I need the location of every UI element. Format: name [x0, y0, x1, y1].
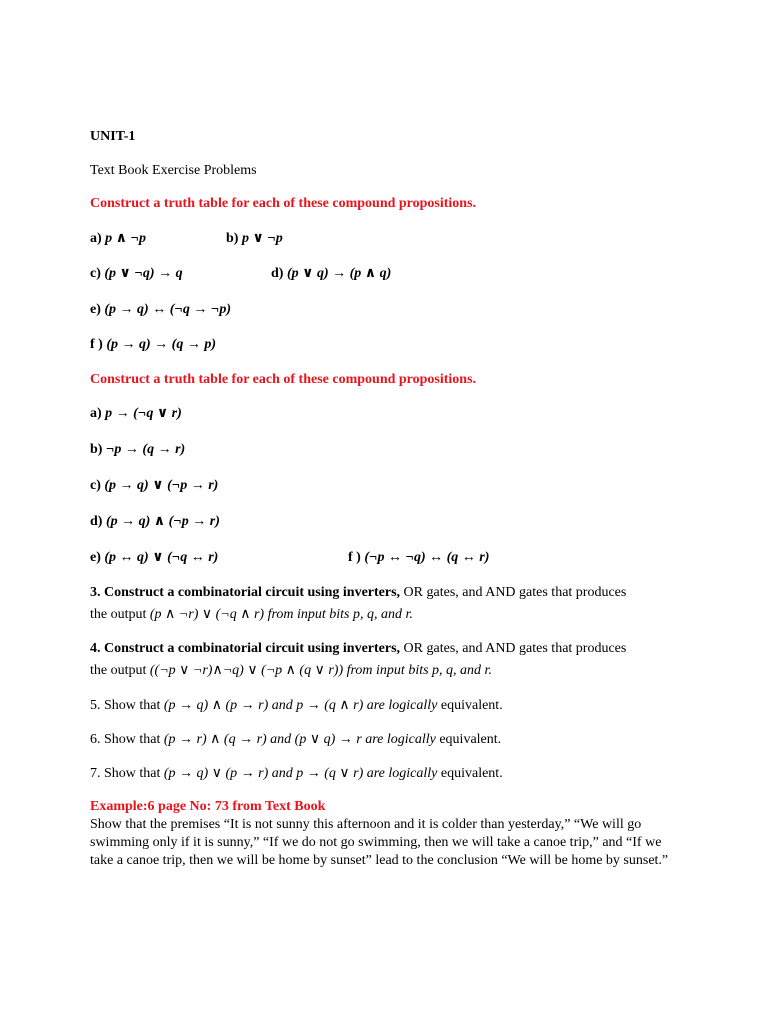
set1-b	[226, 230, 283, 248]
q3-line2	[90, 606, 413, 624]
q3-lead: 3. Construct a combinatorial circuit using inverters,	[90, 585, 401, 600]
q6-pre: 6. Show that	[90, 732, 164, 747]
set2-b-label: b)	[90, 442, 103, 457]
set2-d-label: d)	[90, 514, 103, 529]
heading-2: Construct a truth table for each of these compound propositions.	[90, 372, 477, 387]
q3-line2-pre: the output	[90, 607, 150, 622]
set2-c-label: c)	[90, 478, 101, 493]
set2-c-expr: (p → q) ∨ (¬p → r)	[104, 478, 219, 493]
unit-title: UNIT-1	[90, 129, 136, 144]
set1-b-expr: p ∨ ¬p	[241, 231, 283, 246]
q7-pre: 7. Show that	[90, 766, 164, 781]
set1-c-expr: (p ∨ ¬q) → q	[104, 266, 183, 281]
set1-d	[271, 265, 391, 283]
set1-e-expr: (p → q) ↔ (¬q → ¬p)	[104, 302, 232, 317]
set2-row-a	[90, 405, 182, 423]
set1-d-expr: (p ∨ q) → (p ∧ q)	[286, 266, 392, 281]
set1-c-label: c)	[90, 266, 101, 281]
example-heading: Example:6 page No: 73 from Text Book	[90, 799, 326, 814]
q6-expr: (p → r) ∧ (q → r) and (p ∨ q) → r are logically	[163, 732, 436, 747]
example-text: Show that the premises “It is not sunny this afternoon and it is colder than yesterday,” “We will go swimming only if it is sunny,” “If we do not go swimming, then we will take a canoe trip,” and “If we take a canoe trip, then we will be home by sunset” lead to the conclusion “We will be home by sunset.”	[90, 817, 669, 868]
q7	[90, 765, 503, 783]
set2-d-expr: (p → q) ∧ (¬p → r)	[105, 514, 220, 529]
q3-line2-expr: (p ∧ ¬r) ∨ (¬q ∧ r) from input bits p, q, and r.	[149, 607, 413, 622]
set1-e-label: e)	[90, 302, 101, 317]
q6-post: equivalent.	[435, 732, 502, 747]
set1-row-e	[90, 301, 231, 319]
q4-line1	[90, 640, 626, 658]
set1-b-label: b)	[226, 231, 239, 246]
set1-row-ab	[90, 230, 283, 248]
set1-row-cd	[90, 265, 392, 283]
q7-post: equivalent.	[437, 766, 503, 781]
q5-post: equivalent.	[437, 698, 503, 713]
set2-e-label: e)	[90, 550, 101, 565]
q3-rest: OR gates, and AND gates that produces	[400, 585, 627, 600]
q3-line1	[90, 584, 626, 602]
q5	[90, 697, 503, 715]
set2-f-label: f )	[348, 550, 361, 565]
set2-row-d	[90, 513, 220, 531]
q4-line2-pre: the output	[90, 663, 150, 678]
q4-line2-expr: ((¬p ∨ ¬r)∧¬q) ∨ (¬p ∧ (q ∨ r)) from input bits p, q, and r.	[149, 663, 492, 678]
q6	[90, 731, 501, 749]
set2-f-expr: (¬p ↔ ¬q) ↔ (q ↔ r)	[364, 550, 490, 565]
set2-row-c	[90, 477, 218, 495]
set2-e-expr: (p ↔ q) ∨ (¬q ↔ r)	[104, 550, 219, 565]
set2-a-label: a)	[90, 406, 102, 421]
set1-row-f	[90, 336, 216, 354]
set2-b-expr: ¬p → (q → r)	[105, 442, 186, 457]
set1-a-expr: p ∧ ¬p	[105, 231, 147, 246]
q4-line2	[90, 662, 492, 680]
q5-pre: 5. Show that	[90, 698, 164, 713]
q7-expr: (p → q) ∨ (p → r) and p → (q ∨ r) are logically	[163, 766, 438, 781]
heading-1: Construct a truth table for each of these compound propositions.	[90, 196, 477, 211]
set2-row-b	[90, 441, 185, 459]
q5-expr: (p → q) ∧ (p → r) and p → (q ∧ r) are logically	[163, 698, 438, 713]
set2-a-expr: p → (¬q ∨ r)	[105, 406, 182, 421]
set2-row-ef	[90, 549, 490, 567]
subtitle: Text Book Exercise Problems	[90, 163, 257, 178]
set1-f-label: f )	[90, 337, 103, 352]
q4-rest: OR gates, and AND gates that produces	[400, 641, 627, 656]
set1-d-label: d)	[271, 266, 284, 281]
set1-a-label: a)	[90, 231, 102, 246]
q4-lead: 4. Construct a combinatorial circuit using inverters,	[90, 641, 401, 656]
set2-f	[348, 549, 489, 567]
set1-f-expr: (p → q) → (q → p)	[106, 337, 216, 352]
